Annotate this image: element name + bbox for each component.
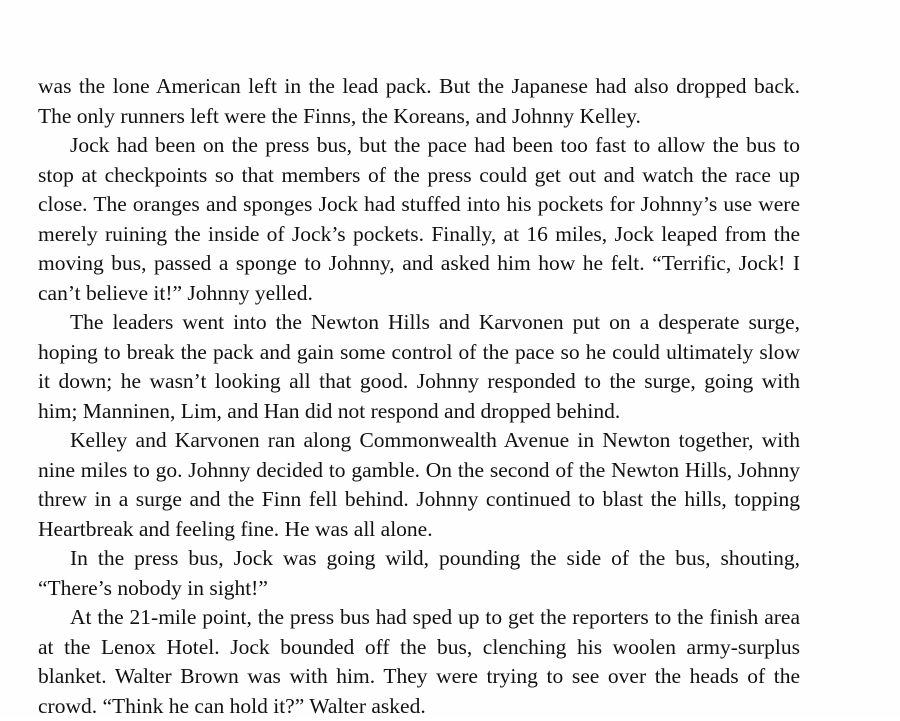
paragraph-1: was the lone American left in the lead pack. But the Japanese had also dropped back. The only runners left were the Finns, the Koreans, and Johnny Kelley. bbox=[38, 74, 800, 128]
paragraph-6: At the 21-mile point, the press bus had sped up to get the reporters to the finish area at the Lenox Hotel. Jock bounded off the bus, clenching his woolen army-surplus blanket. Walter Brown was with him. They were trying to see over the heads of the crowd. “Think he can hold it?” Walter asked. bbox=[38, 605, 800, 718]
paragraph-3: The leaders went into the Newton Hills and Karvonen put on a desperate surge, hoping to break the pack and gain some control of the pace so he could ultimately slow it down; he wasn’t looking all that good. Johnny responded to the surge, going with him; Manninen, Lim, and Han did not respond and dropped behind. bbox=[38, 310, 800, 423]
paragraph-4: Kelley and Karvonen ran along Commonwealth Avenue in Newton together, with nine miles to go. Johnny decided to gamble. On the second of the Newton Hills, Johnny threw in a surge and the Finn fell behind. Johnny continued to blast the hills, topping Heartbreak and feeling fine. He was all alone. bbox=[38, 428, 800, 541]
paragraph-2: Jock had been on the press bus, but the pace had been too fast to allow the bus to stop at checkpoints so that members of the press could get out and watch the race up close. The oranges and sponges Jock had stuffed into his pockets for Johnny’s use were merely ruining the inside of Jock’s pockets. Finally, at 16 miles, Jock leaped from the moving bus, passed a sponge to Johnny, and asked him how he felt. “Terrific, Jock! I can’t believe it!” Johnny yelled. bbox=[38, 133, 800, 305]
paragraph-5: In the press bus, Jock was going wild, pounding the side of the bus, shouting, “There’s nobody in sight!” bbox=[38, 546, 800, 600]
